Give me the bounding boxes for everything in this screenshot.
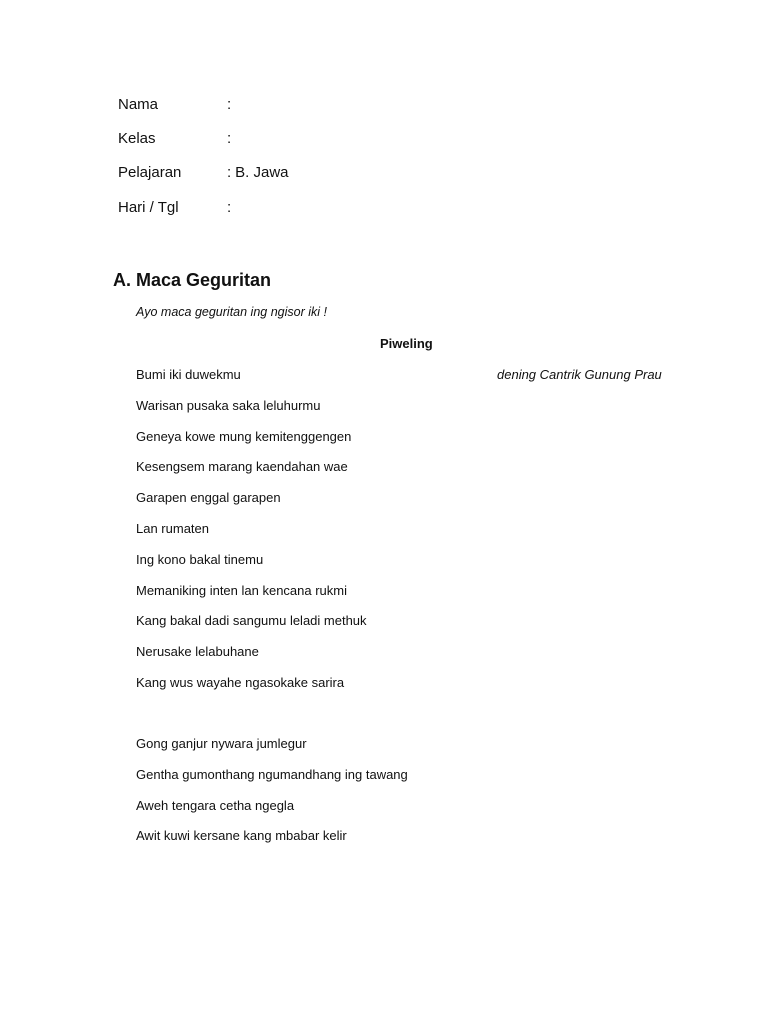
poem-line: Aweh tengara cetha ngegla xyxy=(136,797,295,813)
poem-author: dening Cantrik Gunung Prau xyxy=(497,367,662,382)
field-colon-wrap xyxy=(227,198,235,218)
poem-line: Kang bakal dadi sangumu leladi methuk xyxy=(136,613,367,629)
poem-line: Warisan pusaka saka leluhurmu xyxy=(136,397,321,413)
poem-line: Kesengsem marang kaendahan wae xyxy=(136,459,348,475)
field-colon-wrap xyxy=(227,95,235,115)
field-label: Pelajaran xyxy=(118,164,182,181)
instruction-text: Ayo maca geguritan ing ngisor iki ! xyxy=(136,305,327,319)
poem-line: Geneya kowe mung kemitenggengen xyxy=(136,428,352,444)
field-label: Hari / Tgl xyxy=(118,199,179,216)
poem-line: Gentha gumonthang ngumandhang ing tawang xyxy=(136,766,408,782)
field-colon: : xyxy=(227,164,232,181)
poem-line: Memaniking inten lan kencana rukmi xyxy=(136,582,347,598)
field-value: B. Jawa xyxy=(235,164,289,181)
poem-line: Ing kono bakal tinemu xyxy=(136,551,264,567)
poem-line: Kang wus wayahe ngasokake sarira xyxy=(136,674,345,690)
poem-line: Gong ganjur nywara jumlegur xyxy=(136,736,307,751)
poem-line: Awit kuwi kersane kang mbabar kelir xyxy=(136,828,347,844)
poem-stanza-1 xyxy=(136,367,367,706)
field-colon: : xyxy=(227,199,232,216)
poem-line: Garapen enggal garapen xyxy=(136,490,281,506)
poem-line: Nerusake lelabuhane xyxy=(136,644,259,660)
section-title: A. Maca Geguritan xyxy=(113,270,272,290)
poem-line: Bumi iki duwekmu xyxy=(136,367,241,382)
poem-line: Lan rumaten xyxy=(136,520,209,536)
field-colon: : xyxy=(227,130,232,147)
field-label: Nama xyxy=(118,96,159,113)
field-colon: : xyxy=(227,96,232,113)
poem-stanza-2 xyxy=(136,736,408,859)
field-colon-wrap xyxy=(227,163,289,183)
poem-title: Piweling xyxy=(380,336,433,351)
field-colon-wrap xyxy=(227,129,235,149)
field-label: Kelas xyxy=(118,130,156,147)
